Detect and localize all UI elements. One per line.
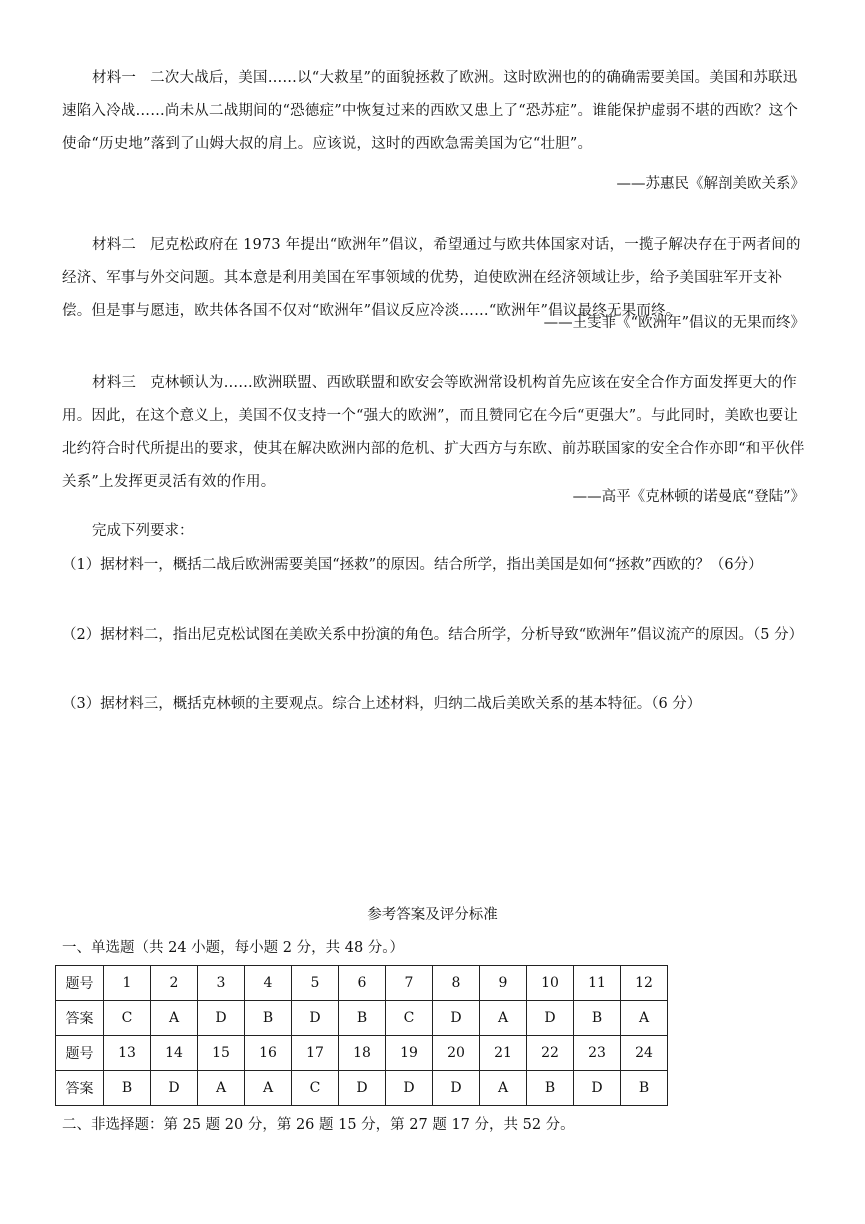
table-cell: A: [480, 1071, 527, 1106]
table-cell: 23: [574, 1036, 621, 1071]
table-cell: B: [339, 1001, 386, 1036]
question-1: （1）据材料一，概括二战后欧洲需要美国“拯救”的原因。结合所学，指出美国是如何“拯救”西欧的？（6分）: [62, 557, 763, 573]
table-cell: C: [386, 1001, 433, 1036]
material-2-text: 尼克松政府在 1973 年提出“欧洲年”倡议，希望通过与欧共体国家对话，一揽子解决存在于两者间的经济、军事与外交问题。其本意是利用美国在军事领域的优势，迫使欧洲在经济领域让步，给予美国驻军开支补偿。但是事与愿违，欧共体各国不仅对“欧洲年”倡议反应冷淡……“欧洲年”倡议最终无果而终。: [62, 237, 801, 319]
material-3-label: 材料三: [92, 375, 137, 391]
table-cell: 22: [527, 1036, 574, 1071]
table-cell: 10: [527, 966, 574, 1001]
material-1-source: ——苏惠民《解剖美欧关系》: [616, 176, 805, 192]
table-row: [56, 1036, 668, 1071]
table-cell: D: [527, 1001, 574, 1036]
table-cell: 3: [198, 966, 245, 1001]
table-cell: A: [480, 1001, 527, 1036]
table-cell: B: [574, 1001, 621, 1036]
table-cell: 2: [151, 966, 198, 1001]
table-row: [56, 966, 668, 1001]
material-1-paragraph: [62, 62, 806, 161]
table-cell: 13: [104, 1036, 151, 1071]
row-label: 答案: [56, 1071, 104, 1106]
instruction-text: 完成下列要求：: [92, 523, 194, 539]
row-label: 题号: [56, 1036, 104, 1071]
material-1-label: 材料一: [92, 70, 137, 86]
table-cell: 9: [480, 966, 527, 1001]
table-cell: A: [198, 1071, 245, 1106]
table-cell: B: [104, 1071, 151, 1106]
row-label: 题号: [56, 966, 104, 1001]
table-cell: 15: [198, 1036, 245, 1071]
table-cell: A: [245, 1071, 292, 1106]
material-3-source: ——高平《克林顿的诺曼底“登陆”》: [572, 489, 805, 505]
material-1-text: 二次大战后，美国……以“大救星”的面貌拯救了欧洲。这时欧洲也的的确确需要美国。美国和苏联迅速陷入冷战……尚未从二战期间的“恐德症”中恢复过来的西欧又患上了“恐苏症”。谁能保护虚弱不堪的西欧？这个使命“历史地”落到了山姆大叔的肩上。应该说，这时的西欧急需美国为它“壮胆”。: [62, 70, 799, 152]
material-3-paragraph: [62, 367, 806, 499]
table-cell: D: [151, 1071, 198, 1106]
table-cell: D: [433, 1071, 480, 1106]
table-row: [56, 1001, 668, 1036]
table-cell: 19: [386, 1036, 433, 1071]
table-cell: B: [527, 1071, 574, 1106]
table-cell: 8: [433, 966, 480, 1001]
table-cell: 4: [245, 966, 292, 1001]
table-cell: 18: [339, 1036, 386, 1071]
row-label: 答案: [56, 1001, 104, 1036]
table-cell: 5: [292, 966, 339, 1001]
question-3: （3）据材料三，概括克林顿的主要观点。综合上述材料，归纳二战后美欧关系的基本特征。（6 分）: [62, 696, 702, 712]
table-cell: 7: [386, 966, 433, 1001]
question-2: （2）据材料二，指出尼克松试图在美欧关系中扮演的角色。结合所学，分析导致“欧洲年”倡议流产的原因。（5 分）: [62, 627, 804, 643]
table-cell: D: [292, 1001, 339, 1036]
table-cell: 17: [292, 1036, 339, 1071]
table-cell: D: [339, 1071, 386, 1106]
answer-key-title: 参考答案及评分标准: [367, 907, 498, 923]
table-cell: B: [245, 1001, 292, 1036]
table-cell: 20: [433, 1036, 480, 1071]
table-cell: 21: [480, 1036, 527, 1071]
material-2-source: ——王雯菲《“欧洲年”倡议的无果而终》: [543, 315, 805, 331]
material-3-text: 克林顿认为……欧洲联盟、西欧联盟和欧安会等欧洲常设机构首先应该在安全合作方面发挥更大的作用。因此，在这个意义上，美国不仅支持一个“强大的欧洲”，而且赞同它在今后“更强大”。与此同时，美欧也要让北约符合时代所提出的要求，使其在解决欧洲内部的危机、扩大西方与东欧、前苏联国家的安全合作亦即“和平伙伴关系”上发挥更灵活有效的作用。: [62, 375, 805, 490]
table-cell: D: [198, 1001, 245, 1036]
table-cell: B: [621, 1071, 668, 1106]
table-cell: D: [386, 1071, 433, 1106]
table-cell: 11: [574, 966, 621, 1001]
table-row: [56, 1071, 668, 1106]
table-cell: D: [574, 1071, 621, 1106]
table-cell: 16: [245, 1036, 292, 1071]
table-cell: A: [151, 1001, 198, 1036]
material-2-label: 材料二: [92, 237, 137, 253]
table-cell: 1: [104, 966, 151, 1001]
table-cell: A: [621, 1001, 668, 1036]
table-cell: 24: [621, 1036, 668, 1071]
section-2-heading: 二、非选择题：第 25 题 20 分，第 26 题 15 分，第 27 题 17 分，共 52 分。: [62, 1117, 575, 1133]
answer-table: [55, 965, 668, 1106]
table-cell: 14: [151, 1036, 198, 1071]
table-cell: 6: [339, 966, 386, 1001]
table-cell: C: [292, 1071, 339, 1106]
table-cell: C: [104, 1001, 151, 1036]
table-cell: 12: [621, 966, 668, 1001]
table-cell: D: [433, 1001, 480, 1036]
section-1-heading: 一、单选题（共 24 小题，每小题 2 分，共 48 分。）: [62, 940, 405, 956]
